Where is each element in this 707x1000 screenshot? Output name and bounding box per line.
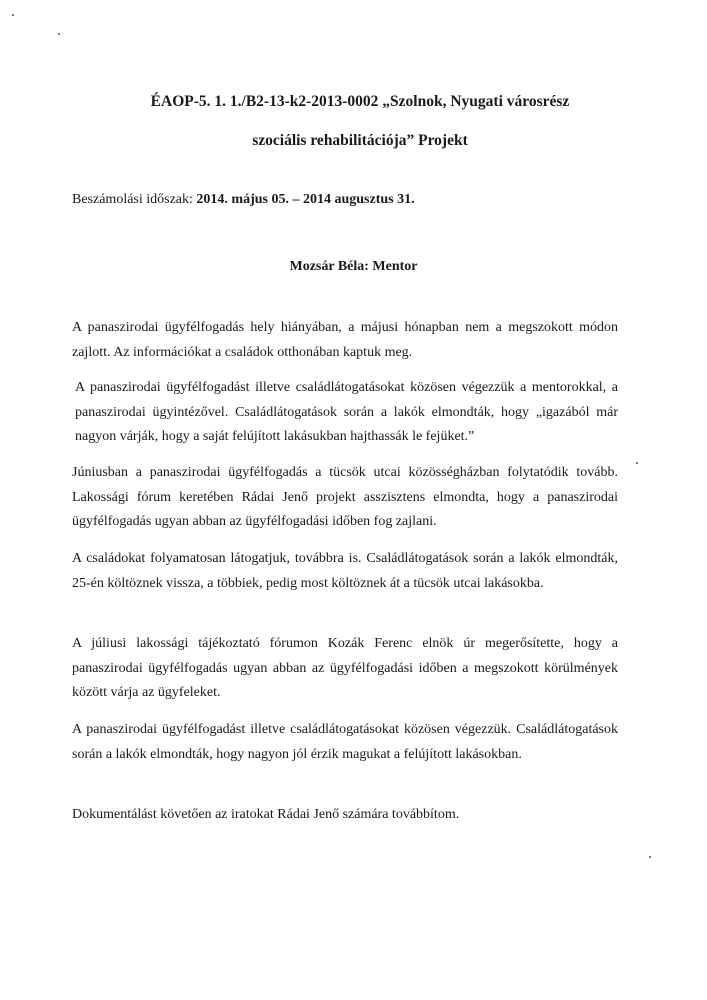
- scan-speck: [649, 856, 651, 858]
- scan-speck: [636, 462, 638, 464]
- paragraph: Dokumentálást követően az iratokat Rádai Jenő számára továbbítom.: [72, 807, 460, 822]
- document-title-line2: szociális rehabilitációja” Projekt: [252, 132, 468, 149]
- author-heading: Mozsár Béla: Mentor: [289, 259, 418, 274]
- scan-speck: [12, 14, 14, 16]
- paragraph: A panaszirodai ügyfélfogadást illetve családlátogatásokat közösen végezzük a mentorokkal, a panaszirodai ügyintézővel. Családlátogatások során a lakók elmondták, hogy „igazából már nagyon várják, hogy a saját felújított lakásukban hajthassák le fejüket.”: [75, 380, 618, 444]
- paragraph: Júniusban a panaszirodai ügyfélfogadás a tücsök utcai közösségházban folytatódik tovább. Lakossági fórum keretében Rádai Jenő projekt asszisztens elmondta, hogy a panaszirodai ügyfélfogadás ugyan abban az ügyfélfogadási időben fog zajlani.: [72, 465, 618, 529]
- reporting-period: [72, 191, 415, 209]
- reporting-period-label: Beszámolási időszak:: [72, 192, 197, 207]
- paragraph: A panaszirodai ügyfélfogadást illetve családlátogatásokat közösen végezzük. Családlátogatások során a lakók elmondták, hogy nagyon jól érzik magukat a felújított lakásokban.: [72, 722, 618, 762]
- reporting-period-value: 2014. május 05. – 2014 augusztus 31.: [196, 192, 415, 207]
- paragraph: A júliusi lakossági tájékoztató fórumon Kozák Ferenc elnök úr megerősítette, hogy a panaszirodai ügyfélfogadás ugyan abban az ügyfélfogadási időben a megszokott körülmények között várja az ügyfeleket.: [72, 636, 618, 700]
- paragraph: A panaszirodai ügyfélfogadás hely hiányában, a májusi hónapban nem a megszokott módon zajlott. Az információkat a családok otthonában kaptuk meg.: [72, 320, 618, 360]
- paragraph: A családokat folyamatosan látogatjuk, továbbra is. Családlátogatások során a lakók elmondták, 25-én költöznek vissza, a többiek, pedig most költöznek át a tücsök utcai lakásokba.: [72, 551, 618, 591]
- document-title-line1: ÉAOP-5. 1. 1./B2-13-k2-2013-0002 „Szolnok, Nyugati városrész: [150, 93, 570, 110]
- scan-speck: [58, 33, 60, 35]
